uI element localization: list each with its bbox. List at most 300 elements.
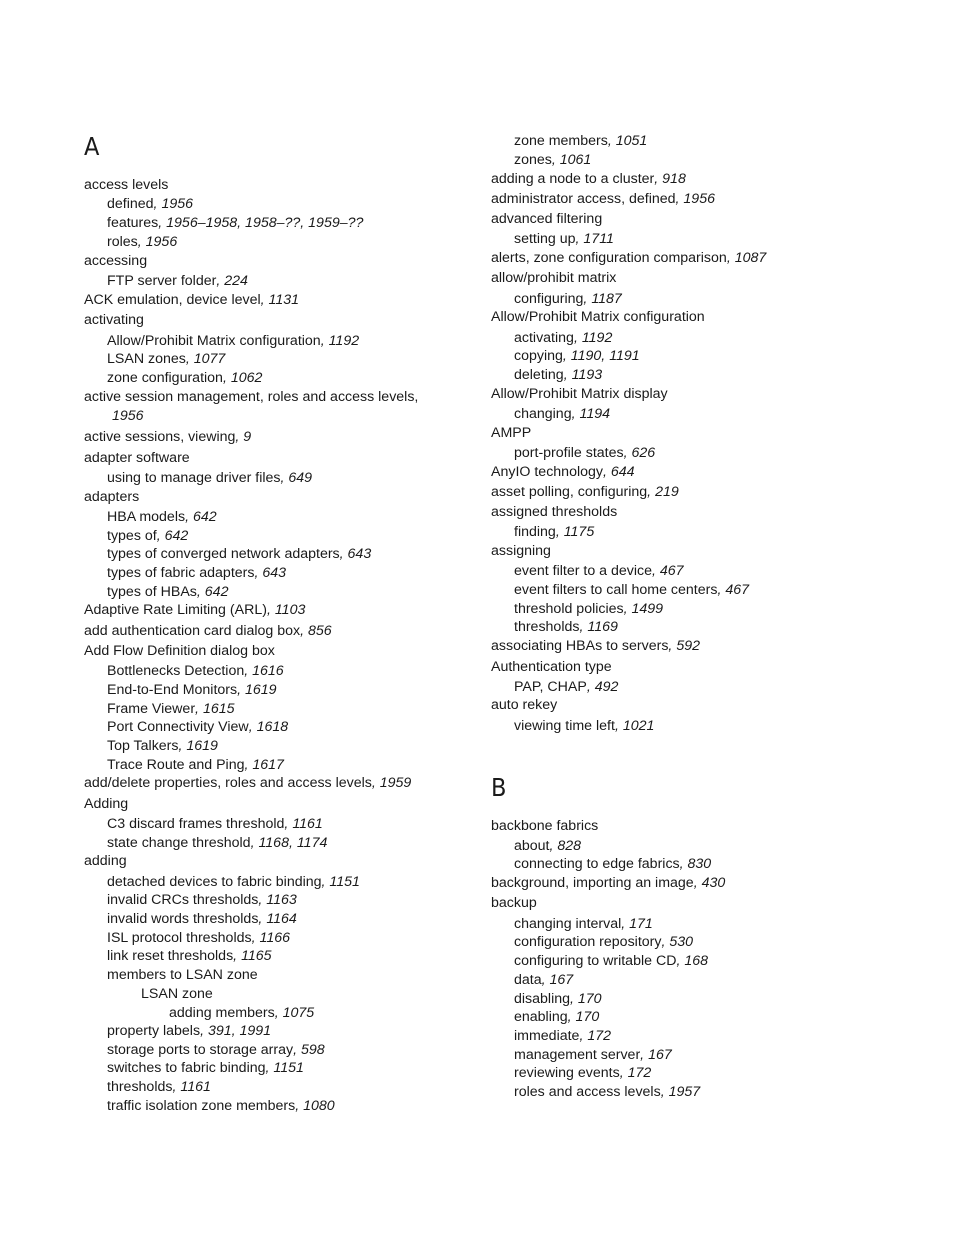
index-term: thresholds	[107, 1079, 173, 1095]
index-separator: ,	[320, 333, 329, 349]
index-page-numbers: 172	[587, 1028, 612, 1044]
index-page-numbers: 828	[557, 838, 582, 854]
index-separator: ,	[583, 291, 592, 307]
index-term: configuring	[514, 291, 584, 307]
index-page-numbers: 530	[669, 934, 694, 950]
index-separator: ,	[652, 563, 660, 579]
index-entry	[491, 658, 612, 676]
index-entry	[84, 291, 299, 309]
index-entry	[491, 817, 598, 835]
index-separator: ,	[156, 528, 165, 544]
index-separator: ,	[250, 835, 259, 851]
index-page-numbers: 643	[347, 546, 372, 562]
index-entry	[84, 388, 418, 406]
index-separator: ,	[676, 953, 685, 969]
index-page-numbers: 1956	[161, 196, 193, 212]
index-page-numbers: 642	[164, 528, 189, 544]
index-page-numbers: 1051	[615, 133, 648, 149]
index-separator: ,	[668, 638, 677, 654]
index-page-numbers: 1618	[256, 719, 289, 735]
index-term: ACK emulation, device level	[84, 292, 261, 308]
index-separator: ,	[153, 196, 162, 212]
index-page-numbers: 644	[610, 464, 635, 480]
index-entry	[491, 483, 679, 501]
index-entry	[107, 929, 290, 947]
index-separator: ,	[339, 546, 348, 562]
index-entry	[107, 1078, 211, 1096]
index-entry	[514, 329, 612, 347]
index-page-numbers: 918	[662, 171, 686, 187]
index-term: using to manage driver files	[107, 470, 281, 486]
index-entry	[107, 1022, 271, 1040]
index-term: Bottlenecks Detection	[107, 663, 245, 679]
index-separator: ,	[185, 509, 193, 525]
index-term: Adding	[84, 796, 129, 812]
index-entry	[107, 947, 272, 965]
index-term: active session management, roles and access levels,	[84, 389, 419, 405]
index-entry	[84, 252, 147, 270]
index-term: LSAN zone	[141, 986, 213, 1002]
index-entry	[514, 1027, 611, 1045]
index-entry	[514, 230, 614, 248]
index-term: switches to fabric binding	[107, 1060, 266, 1076]
index-term: changing interval	[514, 916, 622, 932]
index-page-numbers: 492	[594, 679, 619, 695]
index-entry	[514, 600, 663, 618]
index-separator: ,	[607, 133, 616, 149]
index-page-numbers: 1956	[145, 234, 178, 250]
index-term: Allow/Prohibit Matrix configuration	[491, 309, 705, 325]
index-term: enabling	[514, 1009, 568, 1025]
index-separator: ,	[293, 1042, 301, 1058]
index-term: connecting to edge fabrics	[514, 856, 680, 872]
index-separator: ,	[251, 930, 260, 946]
index-entry	[107, 1097, 335, 1115]
index-term: FTP server folder	[107, 273, 217, 289]
index-separator: ,	[222, 370, 231, 386]
index-page-numbers: 1956	[112, 408, 144, 424]
index-separator: ,	[567, 1009, 576, 1025]
index-page-numbers: 1615	[202, 701, 235, 717]
index-page-numbers: 592	[676, 638, 700, 654]
index-term: alerts, zone configuration comparison	[491, 250, 727, 266]
index-page-numbers: 1021	[622, 718, 655, 734]
index-separator: ,	[244, 757, 253, 773]
index-page-numbers: 391, 1991	[207, 1023, 272, 1039]
index-term: associating HBAs to servers	[491, 638, 669, 654]
index-entry	[84, 601, 305, 619]
index-term: adapter software	[84, 450, 190, 466]
index-term: ISL protocol thresholds	[107, 930, 252, 946]
index-separator: ,	[575, 231, 584, 247]
index-page-numbers: 9	[243, 429, 252, 445]
index-term: backup	[491, 895, 537, 911]
index-entry	[84, 795, 128, 813]
index-term: thresholds	[514, 619, 580, 635]
index-term: Port Connectivity View	[107, 719, 249, 735]
index-entry	[107, 756, 284, 774]
index-term: state change threshold	[107, 835, 251, 851]
index-page-numbers: 1616	[252, 663, 284, 679]
index-page-numbers: 1499	[631, 601, 664, 617]
index-entry	[514, 837, 581, 855]
section-letter-b: B	[491, 773, 507, 802]
index-entry	[491, 874, 725, 892]
index-term: defined	[107, 196, 154, 212]
index-page-numbers: 642	[204, 584, 229, 600]
index-entry	[107, 527, 188, 545]
index-term: adding a node to a cluster	[491, 171, 655, 187]
index-page-numbers: 1062	[230, 370, 263, 386]
index-page-numbers: 1959	[379, 775, 412, 791]
index-page-numbers: 1163	[266, 892, 297, 908]
index-term: auto rekey	[491, 697, 558, 713]
index-entry	[107, 873, 360, 891]
index-term: finding	[514, 524, 556, 540]
index-separator: ,	[549, 838, 558, 854]
index-term: asset polling, configuring	[491, 484, 648, 500]
index-page-numbers: 467	[725, 582, 750, 598]
index-entry	[514, 1083, 700, 1101]
index-term: types of HBAs	[107, 584, 197, 600]
index-entry	[514, 581, 749, 599]
index-entry	[491, 249, 766, 267]
index-page-numbers: 171	[629, 916, 653, 932]
index-term: accessing	[84, 253, 148, 269]
index-term: immediate	[514, 1028, 580, 1044]
index-separator: ,	[237, 682, 246, 698]
index-entry	[491, 385, 668, 403]
index-entry	[514, 1008, 599, 1026]
index-entry	[514, 347, 640, 365]
index-entry	[107, 834, 327, 852]
index-term: Trace Route and Ping	[107, 757, 245, 773]
index-term: Add Flow Definition dialog box	[84, 643, 275, 659]
index-entry	[514, 971, 573, 989]
index-term: zones	[514, 152, 552, 168]
index-term: administrator access, defined	[491, 191, 676, 207]
index-term: management server	[514, 1047, 641, 1063]
index-term: event filters to call home centers	[514, 582, 718, 598]
index-separator: ,	[200, 1023, 208, 1039]
index-separator: ,	[371, 775, 380, 791]
index-entry	[491, 269, 616, 287]
index-term: Frame Viewer	[107, 701, 196, 717]
index-entry	[514, 855, 711, 873]
index-separator: ,	[244, 663, 253, 679]
index-entry	[107, 369, 262, 387]
index-term: traffic isolation zone members	[107, 1098, 296, 1114]
index-separator: ,	[619, 1065, 628, 1081]
index-separator: ,	[280, 470, 289, 486]
index-separator: ,	[563, 367, 572, 383]
index-page-numbers: 1190, 1191	[570, 348, 640, 364]
index-term: backbone fabrics	[491, 818, 599, 834]
index-separator: ,	[248, 719, 257, 735]
index-entry	[107, 966, 258, 984]
index-page-numbers: 1956	[683, 191, 715, 207]
index-entry	[514, 405, 610, 423]
index-separator: ,	[647, 484, 656, 500]
index-page-numbers: 1080	[303, 1098, 335, 1114]
index-separator: ,	[284, 816, 293, 832]
index-entry	[84, 488, 139, 506]
index-entry	[107, 233, 177, 251]
index-term: property labels	[107, 1023, 201, 1039]
index-separator: ,	[693, 875, 702, 891]
index-page-numbers: 170	[577, 991, 602, 1007]
index-term: invalid words thresholds	[107, 911, 259, 927]
index-page-numbers: 1168, 1174	[258, 835, 328, 851]
index-term: active sessions, viewing	[84, 429, 236, 445]
index-term: types of fabric adapters	[107, 565, 255, 581]
index-term: activating	[514, 330, 574, 346]
index-page-numbers: 1166	[259, 930, 290, 946]
index-term: configuring to writable CD	[514, 953, 677, 969]
index-entry	[107, 350, 225, 368]
index-entry	[491, 308, 705, 326]
index-entry	[514, 915, 653, 933]
index-page-numbers: 856	[308, 623, 332, 639]
index-separator: ,	[573, 330, 582, 346]
index-separator: ,	[621, 916, 630, 932]
index-entry	[107, 469, 312, 487]
index-term: LSAN zones	[107, 351, 186, 367]
section-letter-a: A	[84, 132, 100, 161]
index-entry	[107, 737, 218, 755]
index-separator: ,	[216, 273, 225, 289]
index-entry	[514, 952, 708, 970]
index-page-numbers: 626	[631, 445, 656, 461]
index-term: Allow/Prohibit Matrix configuration	[107, 333, 321, 349]
index-page-numbers: 1061	[559, 152, 592, 168]
index-page-numbers: 1087	[734, 250, 767, 266]
index-separator: ,	[137, 234, 146, 250]
index-term: about	[514, 838, 550, 854]
index-entry	[107, 195, 193, 213]
index-page-numbers: 1619	[245, 682, 277, 698]
index-page-numbers: 1956–1958, 1958–??, 1959–??	[166, 215, 364, 231]
index-page-numbers: 1151	[329, 874, 360, 890]
index-term: threshold policies	[514, 601, 624, 617]
index-entry	[84, 774, 411, 792]
index-separator: ,	[233, 948, 242, 964]
index-term: Allow/Prohibit Matrix display	[491, 386, 668, 402]
index-entry	[491, 542, 551, 560]
index-page-numbers: 830	[687, 856, 712, 872]
index-entry	[107, 718, 288, 736]
index-entry	[169, 1004, 314, 1022]
index-separator: ,	[579, 1028, 588, 1044]
index-term: allow/prohibit matrix	[491, 270, 617, 286]
index-term: copying	[514, 348, 563, 364]
index-separator: ,	[654, 171, 663, 187]
index-term: data	[514, 972, 542, 988]
index-entry	[514, 132, 647, 150]
index-entry	[84, 642, 275, 660]
index-page-numbers: 1164	[266, 911, 297, 927]
index-page-numbers: 1711	[583, 231, 614, 247]
index-separator: ,	[726, 250, 735, 266]
index-separator: ,	[586, 679, 595, 695]
index-page-numbers: 1192	[328, 333, 360, 349]
index-separator: ,	[570, 991, 578, 1007]
index-term: PAP, CHAP	[514, 679, 587, 695]
index-entry	[514, 290, 622, 308]
index-entry	[107, 214, 363, 232]
index-entry	[107, 272, 248, 290]
index-term: zone configuration	[107, 370, 223, 386]
index-entry	[514, 366, 602, 384]
index-page-numbers: 1075	[282, 1005, 315, 1021]
index-term: configuration repository	[514, 934, 662, 950]
index-page-numbers: 167	[648, 1047, 672, 1063]
index-term: C3 discard frames threshold	[107, 816, 285, 832]
index-term: deleting	[514, 367, 564, 383]
index-entry	[107, 1059, 304, 1077]
index-separator: ,	[254, 565, 263, 581]
index-page-numbers: 1131	[268, 292, 300, 308]
index-page-numbers: 1161	[180, 1079, 211, 1095]
index-term: viewing time left	[514, 718, 615, 734]
index-page-numbers: 1175	[563, 524, 595, 540]
index-term: adding members	[169, 1005, 275, 1021]
index-page-numbers: 1077	[193, 351, 226, 367]
index-page-numbers: 1193	[571, 367, 603, 383]
index-separator: ,	[172, 1079, 181, 1095]
index-page-numbers: 219	[655, 484, 679, 500]
index-entry	[491, 210, 602, 228]
index-entry	[514, 444, 655, 462]
index-separator: ,	[571, 406, 580, 422]
index-separator: ,	[623, 445, 632, 461]
index-entry	[107, 910, 297, 928]
index-term: event filter to a device	[514, 563, 653, 579]
index-page-numbers: 1161	[292, 816, 323, 832]
index-term: Authentication type	[491, 659, 612, 675]
index-separator: ,	[235, 429, 244, 445]
index-entry	[514, 717, 654, 735]
index-entry	[514, 151, 591, 169]
index-separator: ,	[679, 856, 688, 872]
index-term: AMPP	[491, 425, 532, 441]
index-term: AnyIO technology	[491, 464, 603, 480]
index-entry	[112, 407, 144, 425]
index-entry	[491, 190, 715, 208]
index-separator: ,	[614, 718, 623, 734]
index-term: types of	[107, 528, 157, 544]
index-separator: ,	[603, 464, 611, 480]
index-entry	[491, 463, 635, 481]
index-entry	[514, 678, 618, 696]
index-separator: ,	[185, 351, 194, 367]
index-separator: ,	[196, 584, 205, 600]
index-page-numbers: 642	[192, 509, 217, 525]
index-separator: ,	[717, 582, 726, 598]
index-entry	[84, 449, 190, 467]
index-entry	[514, 562, 684, 580]
index-separator: ,	[541, 972, 550, 988]
index-separator: ,	[300, 623, 309, 639]
index-page-numbers: 1187	[591, 291, 622, 307]
index-entry	[491, 894, 537, 912]
index-term: detached devices to fabric binding	[107, 874, 322, 890]
index-term: add authentication card dialog box	[84, 623, 301, 639]
index-entry	[491, 503, 617, 521]
index-term: port-profile states	[514, 445, 624, 461]
index-separator: ,	[265, 1060, 274, 1076]
index-term: roles and access levels	[514, 1084, 661, 1100]
index-term: features	[107, 215, 159, 231]
index-separator: ,	[675, 191, 684, 207]
index-entry	[107, 891, 297, 909]
index-page-numbers: 170	[575, 1009, 600, 1025]
index-entry	[84, 428, 251, 446]
index-entry	[84, 176, 168, 194]
index-term: HBA models	[107, 509, 186, 525]
index-page-numbers: 1151	[273, 1060, 304, 1076]
index-entry	[84, 622, 332, 640]
index-term: types of converged network adapters	[107, 546, 340, 562]
index-separator: ,	[295, 1098, 304, 1114]
index-entry	[84, 311, 144, 329]
index-entry	[141, 985, 213, 1003]
index-entry	[514, 1064, 651, 1082]
index-term: changing	[514, 406, 572, 422]
index-term: setting up	[514, 231, 576, 247]
index-separator: ,	[661, 934, 670, 950]
index-term: reviewing events	[514, 1065, 620, 1081]
index-term: adding	[84, 853, 127, 869]
index-separator: ,	[640, 1047, 649, 1063]
index-term: zone members	[514, 133, 608, 149]
index-entry	[491, 170, 686, 188]
index-term: members to LSAN zone	[107, 967, 258, 983]
index-entry	[107, 583, 228, 601]
index-entry	[514, 1046, 672, 1064]
index-entry	[514, 523, 594, 541]
index-entry	[107, 662, 284, 680]
index-page-numbers: 1194	[579, 406, 610, 422]
index-entry	[107, 545, 371, 563]
index-entry	[491, 696, 557, 714]
index-separator: ,	[551, 152, 560, 168]
index-separator: ,	[274, 1005, 283, 1021]
index-entry	[491, 637, 700, 655]
index-term: add/delete properties, roles and access levels	[84, 775, 372, 791]
index-separator: ,	[158, 215, 167, 231]
index-entry	[107, 681, 277, 699]
index-term: Adaptive Rate Limiting (ARL)	[84, 602, 267, 618]
index-separator: ,	[579, 619, 588, 635]
index-separator: ,	[562, 348, 571, 364]
index-term: storage ports to storage array	[107, 1042, 294, 1058]
index-page-numbers: 467	[659, 563, 684, 579]
index-separator: ,	[258, 892, 267, 908]
index-separator: ,	[623, 601, 632, 617]
index-term: disabling	[514, 991, 571, 1007]
index-page-numbers: 1103	[274, 602, 306, 618]
index-entry	[514, 933, 693, 951]
index-term: roles	[107, 234, 138, 250]
index-term: access levels	[84, 177, 169, 193]
index-term: Top Talkers	[107, 738, 179, 754]
index-term: background, importing an image	[491, 875, 694, 891]
index-entry	[491, 424, 531, 442]
index-page-numbers: 430	[701, 875, 726, 891]
index-page-numbers: 168	[684, 953, 709, 969]
index-entry	[514, 618, 618, 636]
